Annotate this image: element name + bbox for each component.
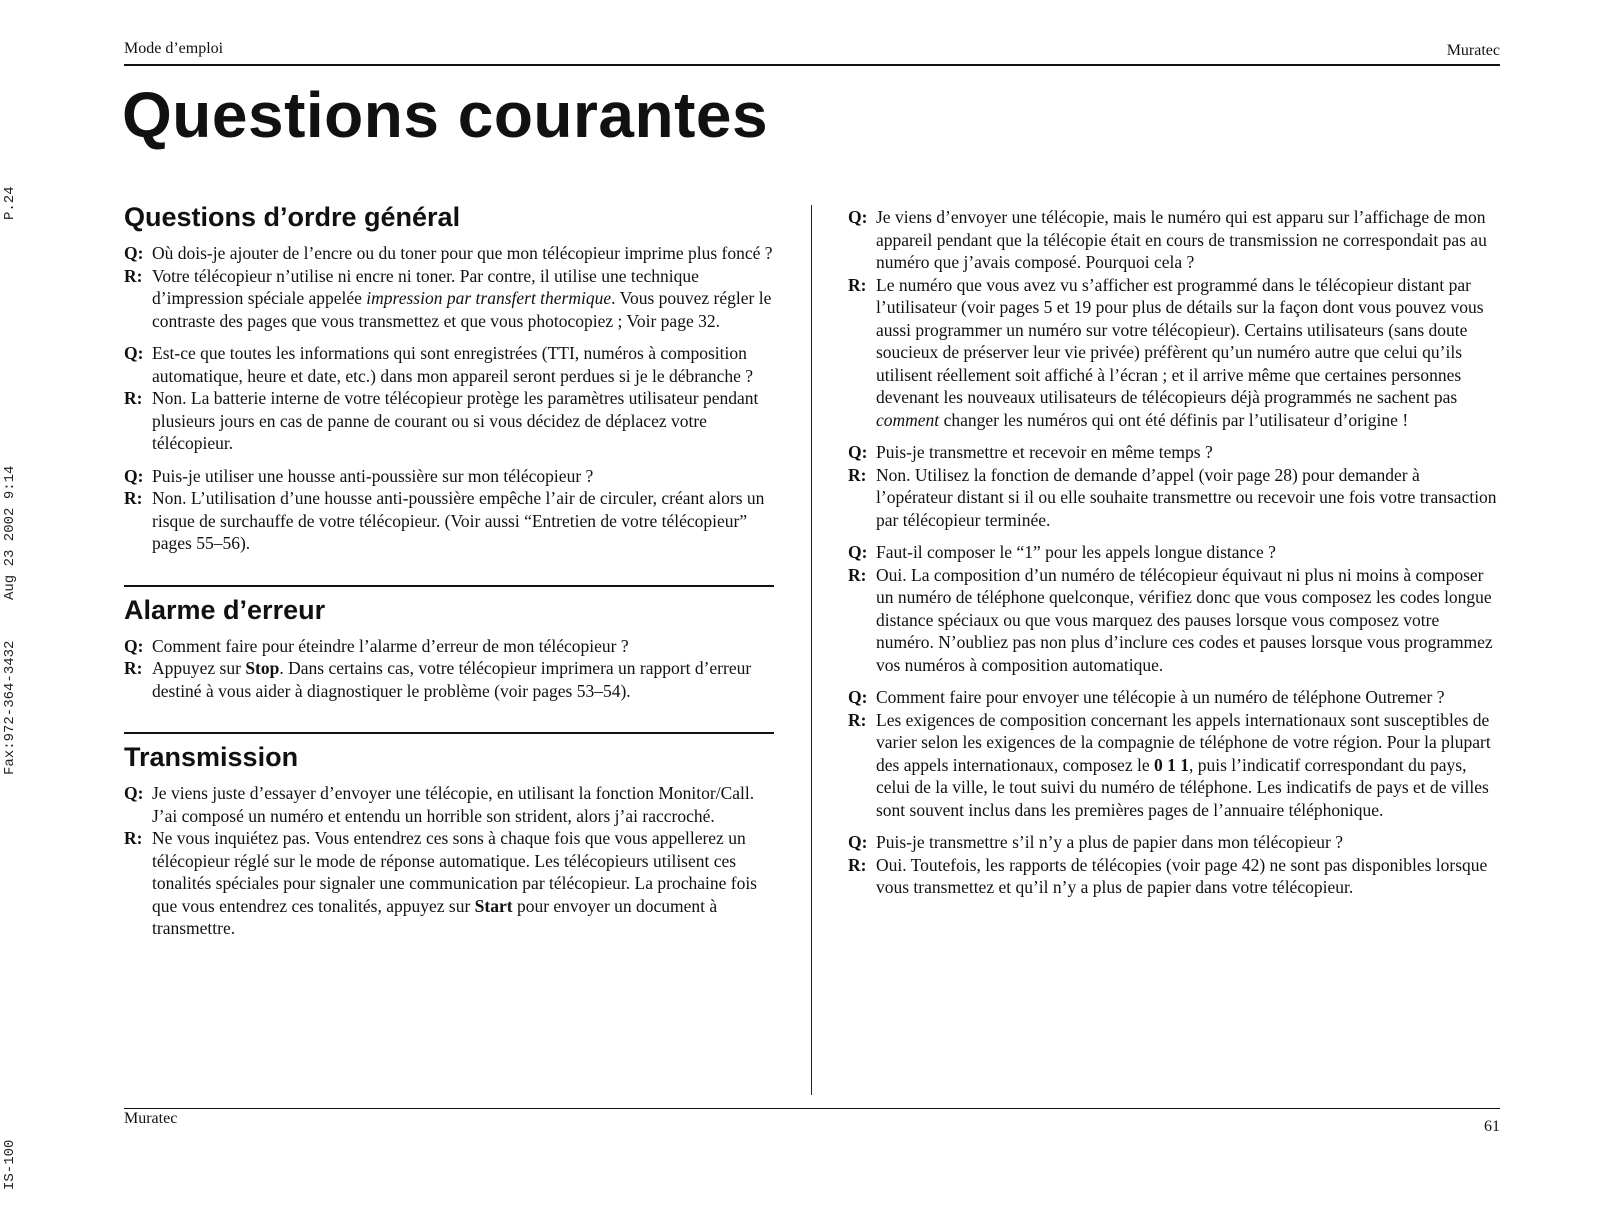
answer-text <box>152 657 779 702</box>
question-text: Puis-je transmettre s’il n’y a plus de papier dans mon télécopieur ? <box>876 832 1344 852</box>
qa-item <box>124 242 779 332</box>
question <box>848 831 1498 854</box>
answer-label: R: <box>124 488 143 508</box>
qa-item <box>124 465 779 555</box>
section-general <box>124 200 779 555</box>
answer-text-part: Le numéro que vous avez vu s’afficher est programmé dans le télécopieur distant par l’utilisateur (voir pages 5 et 19 pour plus de détails sur la façon dont vous pouvez vous aussi programmer un numéro sur votre télécopieur). Certains utilisateurs (sans doute soucieux de préserver leur vie privée) préfèrent qu’un numéro autre que celui qu’ils utilisent réellement soit affiché à l’écran ; et il arrive même que certaines personnes devenant les nouveaux utilisateurs de télécopieurs déjà programmés ne sachent pas <box>876 274 1484 407</box>
answer-text <box>152 827 779 940</box>
answer-key-name: Start <box>474 895 513 916</box>
answer-emphasis: impression par transfert thermique <box>366 288 612 308</box>
answer <box>124 487 779 555</box>
answer <box>848 709 1498 822</box>
question-label: Q: <box>848 832 868 852</box>
question <box>848 441 1498 464</box>
answer-text-part: . Vous pouvez régler le contraste des pages que vous transmettez et que vous photocopiez ; Voir page 32. <box>152 288 772 331</box>
answer-text: Non. Utilisez la fonction de demande d’appel (voir page 28) pour demander à l’opérateur distant si il ou elle souhaite transmettre ou recevoir une fois votre transaction par télécopieur terminée. <box>876 464 1497 530</box>
answer <box>124 657 779 702</box>
answer-label: R: <box>124 658 143 678</box>
question-label: Q: <box>124 243 144 263</box>
stamp-model: IS-100 <box>2 1139 18 1190</box>
question-label: Q: <box>848 442 868 462</box>
question-label: Q: <box>124 465 144 486</box>
answer-label: R: <box>124 265 143 286</box>
answer <box>848 564 1498 677</box>
answer-text <box>876 709 1498 822</box>
answer-label: R: <box>848 274 867 295</box>
column-divider <box>811 205 812 1095</box>
answer-text: Oui. La composition d’un numéro de télécopieur équivaut ni plus ni moins à composer un numéro de téléphone quelconque, vérifiez donc que vous composez les codes longue distance spéciaux ou que vous marquez des pauses lorsque vous composez votre numéro. N’oubliez pas non plus d’inclure ces codes et pauses lorsque vous programmez vos numéros à composition automatique. <box>876 564 1493 675</box>
answer-key-name: Stop <box>245 658 280 678</box>
question-label: Q: <box>124 635 144 656</box>
question-text: Est-ce que toutes les informations qui sont enregistrées (TTI, numéros à composition automatique, heure et date, etc.) dans mon appareil seront perdues si je le débranche ? <box>152 343 754 386</box>
qa-item <box>848 541 1498 676</box>
answer-text-part: , puis l’indicatif correspondant du pays, celui de la ville, le tout suivi du numéro de téléphone. Les indicatifs de pays et de villes sont souvent inclus dans les premières pages de l’annuaire téléphonique. <box>876 754 1489 820</box>
qa-item <box>124 342 779 455</box>
question-text: Comment faire pour éteindre l’alarme d’erreur de mon télécopieur ? <box>152 635 629 656</box>
qa-item <box>848 831 1498 899</box>
answer-text-part: pour envoyer un document à transmettre. <box>152 895 718 938</box>
answer-label: R: <box>848 709 867 730</box>
fax-side-stamp <box>2 140 22 1215</box>
running-header-right: Muratec <box>1446 42 1500 59</box>
answer <box>848 854 1498 899</box>
stamp-fax: Fax:972-364-3432 <box>2 640 18 775</box>
question-text: Puis-je utiliser une housse anti-poussière sur mon télécopieur ? <box>152 465 594 486</box>
answer-dial-code: 0 1 1 <box>1153 754 1189 775</box>
section-rule <box>124 585 774 587</box>
qa-item <box>848 441 1498 531</box>
running-footer-left: Muratec <box>124 1110 178 1127</box>
question-text: Je viens juste d’essayer d’envoyer une télécopie, en utilisant la fonction Monitor/Call. J’ai composé un numéro et entendu un horrible son strident, alors j’ai raccroché. <box>152 783 755 826</box>
question <box>848 541 1498 564</box>
section-title-transmission: Transmission <box>124 742 299 772</box>
question-label: Q: <box>124 343 144 363</box>
question <box>124 465 779 488</box>
answer-label: R: <box>124 828 143 848</box>
section-rule <box>124 732 774 734</box>
qa-item <box>848 206 1498 431</box>
question-text: Où dois-je ajouter de l’encre ou du toner pour que mon télécopieur imprime plus foncé ? <box>152 243 773 263</box>
question <box>124 342 779 387</box>
question-text: Comment faire pour envoyer une télécopie à un numéro de téléphone Outremer ? <box>876 687 1445 707</box>
running-header-left: Mode d’emploi <box>124 40 224 57</box>
section-transmission <box>124 740 779 940</box>
footer-rule <box>124 1108 1500 1109</box>
question-label: Q: <box>848 207 868 227</box>
answer-text-part: Ne vous inquiétez pas. Vous entendrez ces sons à chaque fois que vous appellerez un télécopieur réglé sur le mode de réponse automatique. Les télécopieurs utilisent ces tonalités spéciales pour signaler une communication par télécopieur. La prochaine fois que vous entendrez ces tonalités, appuyez sur <box>152 828 757 916</box>
qa-item <box>848 686 1498 821</box>
question <box>848 686 1498 709</box>
answer <box>848 274 1498 432</box>
page-title: Questions courantes <box>122 79 769 151</box>
answer-text-part: . Dans certains cas, votre télécopieur imprimera un rapport d’erreur destiné à vous aider à diagnostiquer le problème (voir pages 53–54). <box>152 658 752 701</box>
answer <box>124 387 779 455</box>
answer-text: Oui. Toutefois, les rapports de télécopies (voir page 42) ne sont pas disponibles lorsque vous transmettez et qu’il n’y a plus de papier dans votre télécopieur. <box>876 854 1488 897</box>
answer-text: Non. La batterie interne de votre télécopieur protège les paramètres utilisateur pendant plusieurs jours en cas de panne de courant ou si vous décidez de déplacez votre télécopieur. <box>152 388 759 453</box>
right-column <box>848 206 1498 909</box>
answer-text <box>152 265 779 333</box>
left-column <box>124 200 779 950</box>
question-text: Je viens d’envoyer une télécopie, mais le numéro qui est apparu sur l’affichage de mon appareil pendant que la télécopie était en cours de transmission ne correspondait pas au numéro que j’avais composé. Pourquoi cela ? <box>876 207 1487 272</box>
section-title-alarm: Alarme d’erreur <box>124 594 326 625</box>
qa-item <box>124 782 779 940</box>
stamp-date: Aug 23 2002 9:14 <box>2 465 18 600</box>
answer <box>848 464 1498 532</box>
answer-text-part: Appuyez sur <box>152 658 246 678</box>
answer-text-part: Votre télécopieur n’utilise ni encre ni toner. Par contre, il utilise une technique d’impression spéciale appelée <box>152 265 699 308</box>
header-rule <box>124 64 1500 66</box>
stamp-page: P.24 <box>2 186 18 220</box>
question <box>124 242 779 265</box>
answer-label: R: <box>848 464 867 485</box>
question-text: Puis-je transmettre et recevoir en même temps ? <box>876 442 1213 462</box>
answer-emphasis: comment <box>876 409 940 430</box>
answer-text-part: changer les numéros qui ont été définis par l’utilisateur d’origine ! <box>939 409 1409 430</box>
section-alarm <box>124 593 779 703</box>
question <box>124 782 779 827</box>
answer-text: Non. L’utilisation d’une housse anti-poussière empêche l’air de circuler, créant alors un risque de surchauffe de votre télécopieur. (Voir aussi “Entretien de votre télécopieur” pages 55–56). <box>152 488 765 553</box>
section-title-general: Questions d’ordre général <box>124 202 461 232</box>
question-label: Q: <box>848 542 868 562</box>
answer-text <box>876 274 1498 432</box>
question <box>848 206 1498 274</box>
answer-text-part: Les exigences de composition concernant les appels internationaux sont susceptibles de varier selon les exigences de la compagnie de téléphone de votre région. Pour la plupart des appels internationaux, composez le <box>876 709 1491 775</box>
question-label: Q: <box>124 783 144 803</box>
qa-item <box>124 635 779 703</box>
question <box>124 635 779 658</box>
page-number: 61 <box>1484 1118 1500 1135</box>
answer <box>124 265 779 333</box>
answer-label: R: <box>848 564 867 585</box>
answer-label: R: <box>848 854 867 875</box>
question-label: Q: <box>848 687 868 707</box>
question-text: Faut-il composer le “1” pour les appels longue distance ? <box>876 542 1276 562</box>
answer-label: R: <box>124 388 143 408</box>
answer <box>124 827 779 940</box>
